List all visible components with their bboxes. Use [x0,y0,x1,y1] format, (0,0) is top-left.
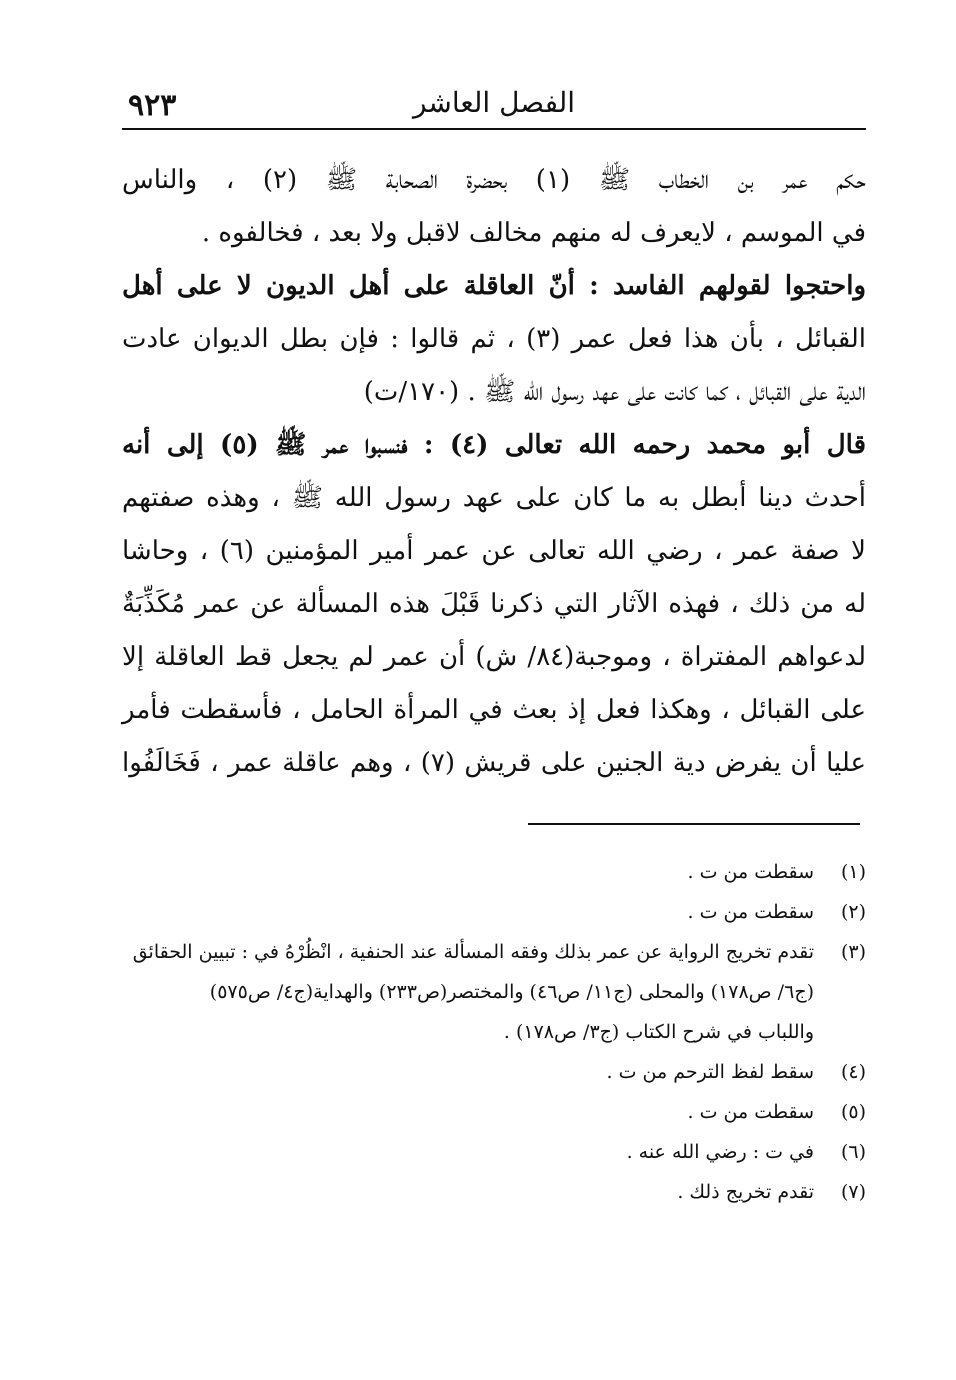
text-line: قال أبو محمد رحمه الله تعالى (٤) : فنسبوا عمر ﷺ (٥) إلى أنه [122,430,867,460]
footnote-text: سقطت من ت . [687,861,814,883]
footnote [122,892,866,932]
footnote-number: (٧) [840,1181,866,1203]
text-line: في الموسم ، لايعرف له منهم مخالف لاقبل ولا بعد ، فخالفوه . [201,218,866,248]
footnote-number: (٥) [840,1101,866,1123]
text-line: الدية على القبائل ، كما كانت على عهد رسول الله ﷺ . (١٧٠/ت) [363,377,866,407]
text-line: لا صفة عمر ، رضي الله تعالى عن عمر أمير المؤمنين (٦) ، وحاشا [122,536,866,566]
text-line: أحدث دينا أبطل به ما كان على عهد رسول الله ﷺ ، وهذه صفتهم [122,483,866,513]
footnote-text: في ت : رضي الله عنه . [626,1141,814,1163]
footnote-line: (ج٦/ ص١٧٨) والمحلى (ج١١/ ص٤٦) والمختصر(ص٢٣٣) والهداية(ج٤/ ص٥٧٥) [209,981,814,1003]
footnote-line: واللباب في شرح الكتاب (ج٣/ ص١٧٨) . [503,1021,814,1043]
text-line: حكم عمر بن الخطاب ﷺ (١) بحضرة الصحابة ﷺ (٢) ، والناس [122,165,866,195]
text-line: القبائل ، بأن هذا فعل عمر (٣) ، ثم قالوا : فإن بطل الديوان عادت [122,324,866,354]
footnote [122,1132,866,1172]
footnote-number: (٤) [840,1061,866,1083]
footnotes [122,852,866,1212]
footnote [122,932,866,1052]
footnote-separator [528,823,860,825]
footnote-text [122,932,814,1052]
footnote [122,1052,866,1092]
page-number: ٩٢٣ [128,88,177,123]
text-line: واحتجوا لقولهم الفاسد : أنّ العاقلة على أهل الديون لا على أهل [122,271,866,301]
footnote [122,1092,866,1132]
text-line: عليا أن يفرض دية الجنين على قريش (٧) ، وهم عاقلة عمر ، فَخَالَفُوا [122,748,866,778]
running-title: الفصل العاشر [412,86,576,119]
footnote-number: (٣) [840,941,866,963]
text-line: له من ذلك ، فهذه الآثار التي ذكرنا قَبْلَ هذه المسألة عن عمر مُكَذِّبَةٌ [122,589,866,619]
text-line: على القبائل ، وهكذا فعل إذ بعث في المرأة الحامل ، فأسقطت فأمر [122,695,866,725]
footnote-number: (١) [840,861,866,883]
main-text [122,154,866,790]
footnote-text: تقدم تخريج ذلك . [677,1181,814,1203]
text-line: لدعواهم المفتراة ، وموجبة(٨٤/ ش) أن عمر لم يجعل قط العاقلة إلا [122,642,866,672]
footnote-number: (٦) [840,1141,866,1163]
page-header [122,84,866,130]
footnote [122,852,866,892]
footnote-text: سقطت من ت . [687,901,814,923]
footnote-number: (٢) [840,901,866,923]
footnote [122,1172,866,1212]
footnote-text: سقطت من ت . [687,1101,814,1123]
footnote-line: تقدم تخريج الرواية عن عمر بذلك وفقه المسألة عند الحنفية ، انْظُرْهُ في : تبيين الحقائق [132,941,814,963]
footnote-text: سقط لفظ الترحم من ت . [606,1061,814,1083]
